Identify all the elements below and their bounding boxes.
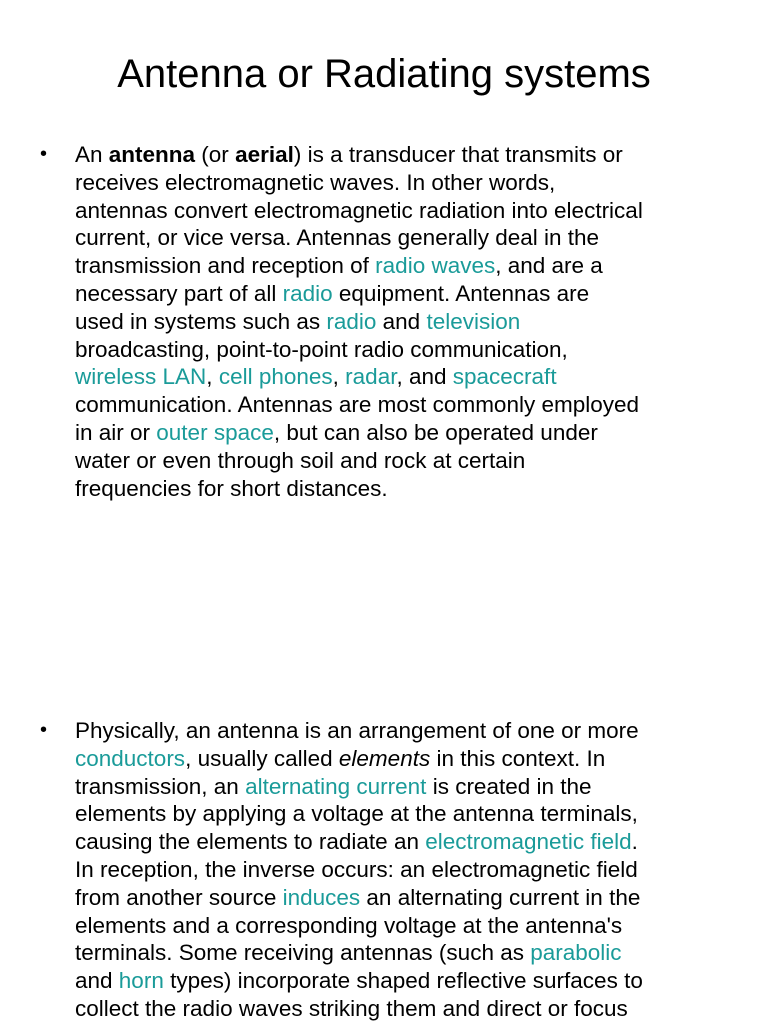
text-line xyxy=(75,773,730,801)
term-antenna: antenna xyxy=(108,142,196,167)
text-line xyxy=(75,280,730,308)
text-run: transmission and reception of xyxy=(75,253,376,279)
bullet-paragraph xyxy=(75,141,730,502)
text-line xyxy=(75,745,730,773)
link-radio[interactable]: radio xyxy=(282,280,333,306)
link-radio[interactable]: radio xyxy=(326,308,377,334)
link-outer-space[interactable]: outer space xyxy=(156,419,274,445)
text-run: in air or xyxy=(75,419,157,445)
text-line: communication. Antennas are most commonly employed xyxy=(75,392,640,418)
text-run: , and are a xyxy=(495,253,603,279)
text-run: , and xyxy=(396,364,453,390)
text-run: (or xyxy=(195,142,236,167)
bullet-item xyxy=(40,141,730,502)
link-horn[interactable]: horn xyxy=(118,968,164,994)
text-line: In reception, the inverse occurs: an electromagnetic field xyxy=(75,856,638,882)
text-line: current, or vice versa. Antennas generally deal in the xyxy=(75,225,600,251)
bullet-marker: • xyxy=(40,719,48,741)
link-conductors[interactable]: conductors xyxy=(75,745,186,771)
text-run: terminals. Some receiving antennas (such as xyxy=(75,940,531,966)
text-run: necessary part of all xyxy=(75,280,283,306)
text-line: elements by applying a voltage at the antenna terminals, xyxy=(75,801,638,827)
text-line xyxy=(75,363,730,391)
text-run: , but can also be operated under xyxy=(273,419,598,445)
text-line xyxy=(75,419,730,447)
text-line xyxy=(75,967,730,995)
text-line: frequencies for short distances. xyxy=(75,475,388,501)
text-run: causing the elements to radiate an xyxy=(75,829,426,855)
page-title: Antenna or Radiating systems xyxy=(117,52,651,96)
text-line xyxy=(75,308,730,336)
text-line: collect the radio waves striking them and direct or focus xyxy=(75,995,628,1021)
text-line: Physically, an antenna is an arrangement of one or more xyxy=(75,718,639,743)
link-parabolic[interactable]: parabolic xyxy=(530,940,622,966)
text-run: types) incorporate shaped reflective surfaces to xyxy=(163,968,643,994)
text-run: used in systems such as xyxy=(75,308,327,334)
link-radar[interactable]: radar xyxy=(345,364,397,390)
text-run: transmission, an xyxy=(75,773,246,799)
text-line xyxy=(75,884,730,912)
bullet-marker: • xyxy=(40,143,48,165)
text-run: and xyxy=(75,968,119,994)
term-elements: elements xyxy=(338,745,431,771)
link-cell-phones[interactable]: cell phones xyxy=(218,364,333,390)
text-run: an alternating current in the xyxy=(360,884,641,910)
text-run: equipment. Antennas are xyxy=(332,280,590,306)
text-line: elements and a corresponding voltage at the antenna's xyxy=(75,912,623,938)
text-run: , xyxy=(206,364,219,390)
text-line: antennas convert electromagnetic radiation into electrical xyxy=(75,197,643,223)
text-run: An xyxy=(75,142,109,167)
text-run: is created in the xyxy=(426,773,592,799)
term-aerial: aerial xyxy=(235,142,294,167)
text-run: , xyxy=(332,364,346,390)
text-line: receives electromagnetic waves. In other words, xyxy=(75,169,556,195)
link-radio-waves[interactable]: radio waves xyxy=(375,253,496,279)
text-line: broadcasting, point-to-point radio communication, xyxy=(75,336,568,362)
text-run: and xyxy=(376,308,427,334)
link-wireless-lan[interactable]: wireless LAN xyxy=(75,364,207,390)
text-run: ) is a transducer that transmits or xyxy=(293,142,623,167)
text-line xyxy=(75,939,730,967)
text-line xyxy=(75,252,730,280)
link-electromagnetic-field[interactable]: electromagnetic field xyxy=(425,829,632,855)
bullet-paragraph xyxy=(75,717,730,1023)
text-run: , usually called xyxy=(185,745,339,771)
link-alternating-current[interactable]: alternating current xyxy=(245,773,427,799)
text-line xyxy=(75,828,730,856)
text-run: . xyxy=(631,829,638,855)
link-television[interactable]: television xyxy=(426,308,521,334)
link-induces[interactable]: induces xyxy=(282,884,361,910)
text-run: from another source xyxy=(75,884,283,910)
text-line xyxy=(75,141,730,169)
text-line: water or even through soil and rock at certain xyxy=(75,447,526,473)
link-spacecraft[interactable]: spacecraft xyxy=(452,364,557,390)
bullet-item xyxy=(40,717,730,1023)
text-run: in this context. In xyxy=(430,745,606,771)
